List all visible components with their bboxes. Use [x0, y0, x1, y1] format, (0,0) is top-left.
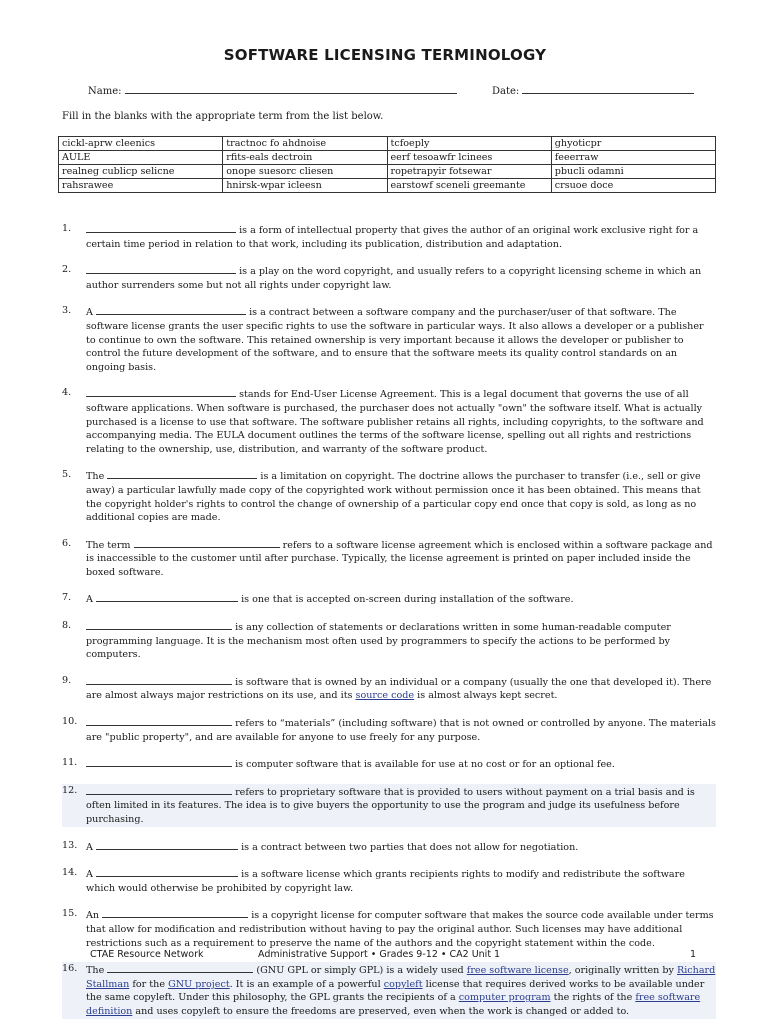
- answer-blank[interactable]: [86, 674, 232, 685]
- question-3: 3. A is a contract between a software company and the purchaser/user of that software. The software license grants the user specific rights to use the software in particular ways. It also allows a developer or a publisher to continue to own the software. This retained ownership is very important because it allows the developer or publisher to control the future development of the software, and to ensure that the software meets its quality control standards on an ongoing basis.: [62, 305, 704, 373]
- source-code-link[interactable]: source code: [355, 690, 415, 702]
- name-label: Name:: [88, 86, 122, 97]
- answer-blank[interactable]: [86, 756, 232, 767]
- question-13: 13. A is a contract between two parties that does not allow for negotiation.: [62, 839, 579, 853]
- instructions: Fill in the blanks with the appropriate term from the list below.: [62, 111, 384, 122]
- term-cell: onope suesorc cliesen: [223, 165, 387, 179]
- name-line: [88, 84, 457, 97]
- richard-stallman-link[interactable]: Richard Stallman: [86, 965, 716, 990]
- term-cell: rfits-eals dectroin: [223, 151, 387, 165]
- term-cell: rahsrawee: [59, 179, 223, 193]
- free-software-license-link[interactable]: free software license: [466, 965, 569, 977]
- answer-blank[interactable]: [96, 304, 246, 315]
- term-cell: pbucli odamni: [551, 165, 715, 179]
- question-list: [62, 222, 716, 1019]
- name-field[interactable]: [125, 84, 457, 94]
- question-16: 16. The (GNU GPL or simply GPL) is a widely used free software license, originally written by Richard Stallman for the GNU project. It is an example of a powerful copyleft license that requires derived works to be available under the same copyleft. Under this philosophy, the GPL grants the recipients of a computer program the rights of the free software definition and uses copyleft to ensure the freedoms are preserved, even when the work is changed or added to.: [62, 963, 716, 1017]
- term-cell: tcfoeply: [387, 137, 551, 151]
- footer-source: CTAE Resource Network: [90, 949, 204, 960]
- term-list-table: [58, 136, 716, 193]
- term-cell: earstowf sceneli greemante: [387, 179, 551, 193]
- date-field[interactable]: [522, 84, 694, 94]
- free-software-definition-link[interactable]: free software definition: [86, 992, 701, 1017]
- answer-blank[interactable]: [96, 591, 238, 602]
- question-15: 15. An is a copyright license for computer software that makes the source code available under terms that allow for modification and redistribution without having to pay the original author. Such licenses may have additional restrictions such as a requirement to preserve the name of the authors and the copyright statement within the code.: [62, 908, 714, 949]
- term-cell: feeerraw: [551, 151, 715, 165]
- question-12: 12. refers to proprietary software that is provided to users without payment on a trial basis and is often limited in its features. The idea is to give buyers the opportunity to use the program and judge its usefulness before purchasing.: [62, 784, 716, 827]
- term-cell: eerf tesoawfr lcinees: [387, 151, 551, 165]
- answer-blank[interactable]: [86, 222, 236, 233]
- page-number: 1: [689, 949, 696, 960]
- question-8: 8. is any collection of statements or declarations written in some human-readable computer programming language. It is the mechanism most often used by programmers to specify the actions to be performed by computers.: [62, 620, 671, 661]
- answer-blank[interactable]: [107, 962, 253, 973]
- page-title: SOFTWARE LICENSING TERMINOLOGY: [223, 46, 547, 64]
- question-10: 10. refers to “materials” (including software) that is not owned or controlled by anyone. The materials are "public property", and are available for anyone to use freely for any purpose.: [62, 716, 716, 743]
- answer-blank[interactable]: [107, 468, 257, 479]
- date-label: Date:: [492, 86, 520, 97]
- question-6: 6. The term refers to a software license agreement which is enclosed within a software package and is inaccessible to the customer until after purchase. Typically, the license agreement is printed on paper included inside the boxed software.: [62, 537, 713, 578]
- term-cell: hnirsk-wpar icleesn: [223, 179, 387, 193]
- copyleft-link[interactable]: copyleft: [383, 978, 423, 990]
- answer-blank[interactable]: [134, 537, 280, 548]
- date-line: [492, 84, 694, 97]
- question-7: 7. A is one that is accepted on-screen during installation of the software.: [62, 592, 574, 606]
- answer-blank[interactable]: [96, 839, 238, 850]
- question-1: 1. is a form of intellectual property that gives the author of an original work exclusive right for a certain time period in relation to that work, including its publication, distribution and adaptation.: [62, 223, 699, 250]
- question-11: 11. is computer software that is available for use at no cost or for an optional fee.: [62, 757, 615, 771]
- answer-blank[interactable]: [86, 619, 232, 630]
- question-14: 14. A is a software license which grants recipients rights to modify and redistribute the software which would otherwise be prohibited by copyright law.: [62, 867, 685, 894]
- question-2: 2. is a play on the word copyright, and usually refers to a copyright licensing scheme in which an author surrenders some but not all rights under copyright law.: [62, 264, 702, 291]
- term-cell: ghyoticpr: [551, 137, 715, 151]
- table-row: [59, 137, 716, 151]
- table-row: [59, 179, 716, 193]
- footer-course: Administrative Support • Grades 9-12 • CA2 Unit 1: [258, 949, 501, 960]
- question-4: 4. stands for End-User License Agreement. This is a legal document that governs the use of all software applications. When software is purchased, the purchaser does not actually "own" the software itself. What is actually purchased is a license to use that software. The software publisher retains all rights, including copyrights, to the software and accompanying media. The EULA document outlines the terms of the software license, spelling out all rights and restrictions relating to the ownership, use, distribution, and warranty of the software product.: [62, 387, 704, 455]
- gnu-project-link[interactable]: GNU project: [168, 978, 230, 990]
- answer-blank[interactable]: [86, 386, 236, 397]
- term-cell: ropetrapyir fotsewar: [387, 165, 551, 179]
- term-cell: tractnoc fo ahdnoise: [223, 137, 387, 151]
- table-row: [59, 151, 716, 165]
- term-cell: crsuoe doce: [551, 179, 715, 193]
- question-5: 5. The is a limitation on copyright. The doctrine allows the purchaser to transfer (i.e., sell or give away) a particular lawfully made copy of the copyrighted work without permission once it has been obtained. This means that the copyright holder's rights to control the change of ownership of a particular copy end once that copy is sold, as long as no additional copies are made.: [62, 469, 701, 524]
- answer-blank[interactable]: [86, 784, 232, 795]
- table-row: [59, 165, 716, 179]
- term-cell: AULE: [59, 151, 223, 165]
- answer-blank[interactable]: [86, 715, 232, 726]
- answer-blank[interactable]: [102, 907, 248, 918]
- term-cell: cickl-aprw cleenics: [59, 137, 223, 151]
- answer-blank[interactable]: [86, 263, 236, 274]
- answer-blank[interactable]: [96, 866, 238, 877]
- term-cell: realneg cublicp selicne: [59, 165, 223, 179]
- question-9: 9. is software that is owned by an individual or a company (usually the one that developed it). There are almost always major restrictions on its use, and its source code is almost always kept secret.: [62, 674, 712, 702]
- computer-program-link[interactable]: computer program: [458, 992, 551, 1004]
